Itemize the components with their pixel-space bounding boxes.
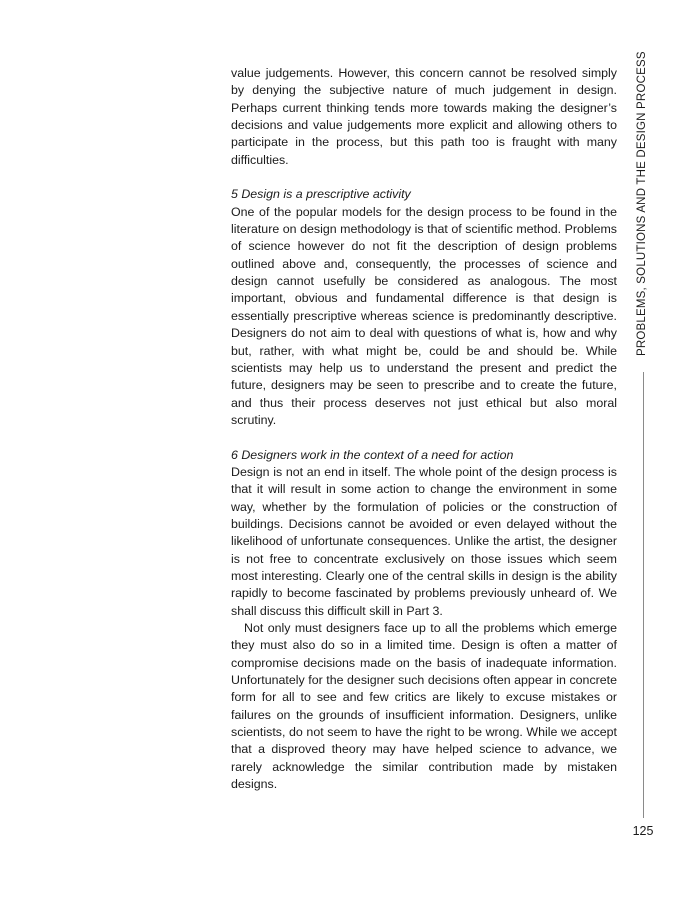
running-head: PROBLEMS, SOLUTIONS AND THE DESIGN PROCESS <box>636 51 648 356</box>
paragraph-value-judgements: value judgements. However, this concern cannot be resolved simply by denying the subjective nature of much judgement in design. Perhaps current thinking tends more towards making the designer’s decisions and value judgements more explicit and allowing others to participate in the process, but this path too is fraught with many difficulties. <box>231 66 617 167</box>
body-text <box>231 65 617 793</box>
paragraph-limited-time: Not only must designers face up to all the problems which emerge they must also do so in a limited time. Design is often a matter of compromise decisions made on the basis of inadequate information. Unfortunately for the designer such decisions often appear in concrete form for all to see and few critics are likely to excuse mistakes or failures on the grounds of insufficient information. Designers, unlike scientists, do not seem to have the right to be wrong. While we accept that a disproved theory may have helped science to advance, we rarely acknowledge the similar contribution made by mistaken designs. <box>231 621 617 792</box>
vertical-rule <box>643 372 644 818</box>
section-heading-6: 6 Designers work in the context of a need for action <box>231 447 514 462</box>
paragraph-prescriptive: One of the popular models for the design process to be found in the literature on design methodology is that of scientific method. Problems of science however do not fit the description of design problems outlined above and, consequently, the processes of science and design cannot usefully be considered as analogous. The most important, obvious and fundamental difference is that design is essentially prescriptive whereas science is predominantly descriptive. Designers do not aim to deal with questions of what is, how and why but, rather, with what might be, could be and should be. While scientists may help us to understand the present and predict the future, designers may be seen to prescribe and to create the future, and thus their process deserves not just ethical but also moral scrutiny. <box>231 204 617 427</box>
section-heading-5: 5 Design is a prescriptive activity <box>231 187 411 202</box>
paragraph-need-for-action: Design is not an end in itself. The whole point of the design process is that it will result in some action to change the environment in some way, whether by the formulation of policies or the construction of buildings. Decisions cannot be avoided or even delayed without the likelihood of unfortunate consequences. Unlike the artist, the designer is not free to concentrate exclusively on those issues which seem most interesting. Clearly one of the central skills in design is the ability rapidly to become fascinated by problems previously unheard of. We shall discuss this difficult skill in Part 3. <box>231 464 617 618</box>
page-number: 125 <box>632 824 654 838</box>
